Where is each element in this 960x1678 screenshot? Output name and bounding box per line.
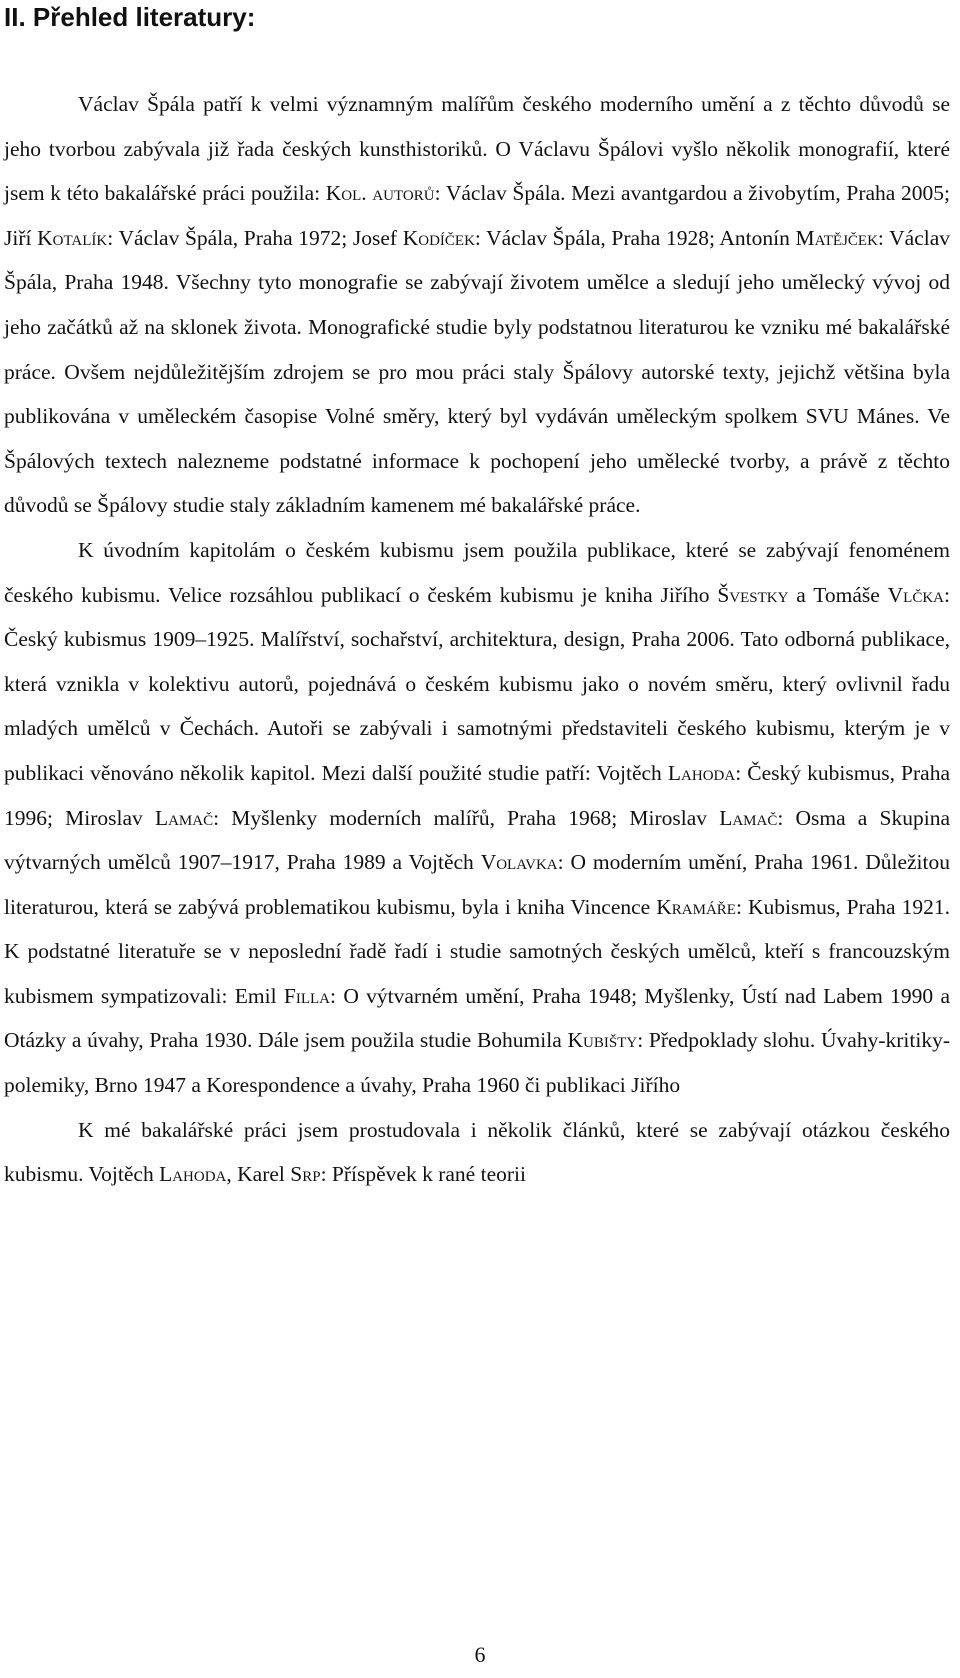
author-name: Kramáře — [656, 894, 736, 919]
author-name: Lamač — [719, 805, 778, 830]
paragraph-text: : Příspěvek k rané teorii — [320, 1162, 526, 1187]
paragraph-text: : Václav Špála, Praha 1972; Josef — [107, 225, 403, 250]
body-text — [4, 82, 950, 1197]
author-name: Matějček — [795, 225, 878, 250]
paragraph-text: Václav Špála patří k velmi významným malířům českého moderního umění a z těchto důvodů se jeho tvorbou zabývala již řada českých kunsthistoriků. O Václavu Špálovi vyšlo několik monografií, které jsem k této bakalářské práci použila: — [4, 92, 950, 206]
paragraph-monographs — [4, 82, 950, 528]
paragraph-text: : Osma a Skupina výtvarných umělců 1907–1917, Praha 1989 a Vojtěch — [4, 805, 950, 875]
section-heading: II. Přehled literatury: — [4, 2, 256, 32]
author-name: Lamač — [154, 805, 214, 830]
paragraph-text: K úvodním kapitolám o českém kubismu jsem použila publikace, které se zabývají fenoménem českého kubismu. Velice rozsáhlou publikací o českém kubismu je kniha Jiřího — [4, 537, 950, 607]
author-name: Kol. autorů — [325, 181, 435, 206]
paragraph-text: : Český kubismus 1909–1925. Malířství, sochařství, architektura, design, Praha 2006. Tato odborná publikace, která vznikla v kolektivu autorů, pojednává o českém kubismu jako o novém směru, který ovlivnil řadu mladých umělců v Čechách. Autoři se zabývali i samotnými představiteli českého kubismu, kterým je v publikaci věnováno několik kapitol. Mezi další použité studie patří: Vojtěch — [4, 582, 950, 785]
page-number: 6 — [474, 1642, 486, 1667]
author-name: Kubišty — [567, 1028, 638, 1053]
paragraph-text: : Václav Špála, Praha 1928; Antonín — [474, 225, 796, 250]
author-name: Filla — [283, 983, 331, 1008]
paragraph-text: : Václav Špála. Mezi avantgardou a živobytím, Praha 2005; Jiří — [4, 181, 950, 250]
paragraph-text: : Myšlenky moderních malířů, Praha 1968; Miroslav — [213, 805, 720, 830]
author-name: Kodíček — [402, 225, 475, 250]
paragraph-text: : O moderním umění, Praha 1961. Důležitou literaturou, která se zabývá problematikou kubismu, byla i kniha Vincence — [4, 850, 950, 919]
author-name: Lahoda — [159, 1162, 227, 1187]
paragraph-text: , Karel — [226, 1162, 291, 1187]
paragraph-text: : Předpoklady slohu. Úvahy-kritiky-polemiky, Brno 1947 a Korespondence a úvahy, Praha 1960 či publikaci Jiřího — [4, 1028, 950, 1098]
paragraph-text: a Tomáše — [788, 582, 888, 607]
paragraph-articles — [4, 1108, 950, 1197]
paragraph-text: K mé bakalářské práci jsem prostudovala i několik článků, které se zabývají otázkou českého kubismu. Vojtěch — [4, 1117, 950, 1187]
author-name: Vlčka — [887, 582, 945, 607]
author-name: Srp — [290, 1162, 321, 1187]
paragraph-cubism-literature — [4, 528, 950, 1108]
author-name: Švestky — [717, 582, 789, 607]
paragraph-text: : Kubismus, Praha 1921. K podstatné literatuře se v neposlední řadě řadí i studie samotných českých umělců, kteří s francouzským kubismem sympatizovali: Emil — [4, 894, 950, 1008]
author-name: Kotalík — [37, 225, 108, 250]
author-name: Volavka — [480, 850, 558, 875]
author-name: Lahoda — [667, 760, 736, 785]
paragraph-text: : Český kubismus, Praha 1996; Miroslav — [4, 760, 950, 830]
paragraph-text: : O výtvarném umění, Praha 1948; Myšlenky, Ústí nad Labem 1990 a Otázky a úvahy, Praha 1930. Dále jsem použila studie Bohumila — [4, 983, 950, 1053]
paragraph-text: : Václav Špála, Praha 1948. Všechny tyto monografie se zabývají životem umělce a sledují jeho umělecký vývoj od jeho začátků až na sklonek života. Monografické studie byly podstatnou literaturou ke vzniku mé bakalářské práce. Ovšem nejdůležitějším zdrojem se pro mou práci staly Špálovy autorské texty, jejichž většina byla publikována v uměleckém časopise Volné směry, který byl vydáván uměleckým spolkem SVU Mánes. Ve Špálových textech nalezneme podstatné informace k pochopení jeho umělecké tvorby, a právě z těchto důvodů se Špálovy studie staly základním kamenem mé bakalářské práce. — [4, 225, 951, 518]
